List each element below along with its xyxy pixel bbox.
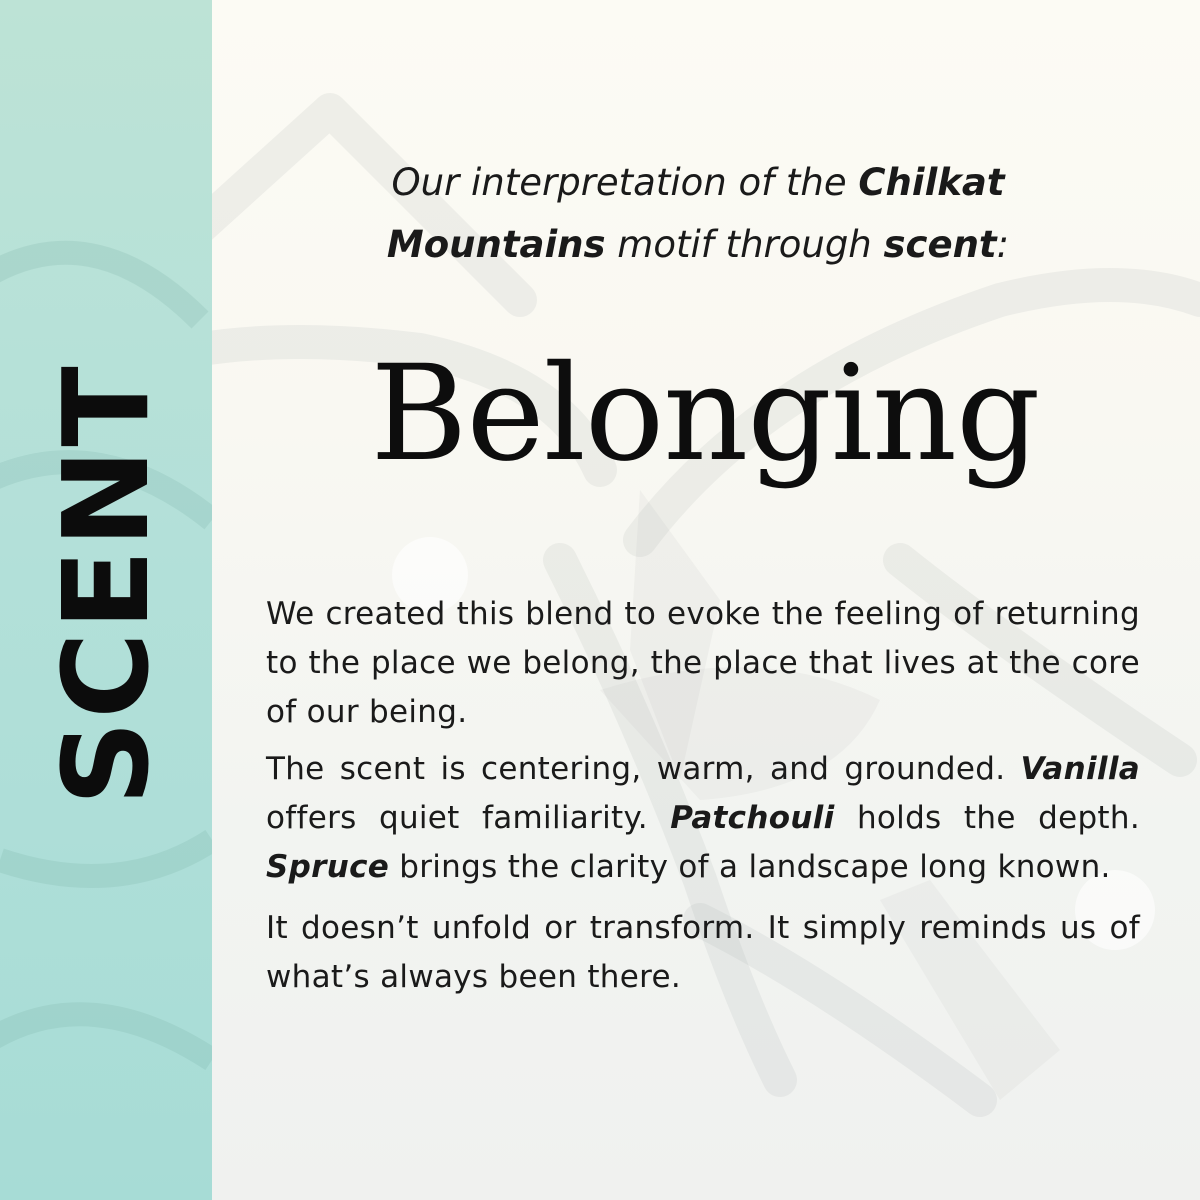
paragraph-2-text-2: offers quiet familiarity. (266, 800, 671, 836)
paragraph-1: We created this blend to evoke the feeling of returning to the place we belong, the place that lives at the core of our being. (266, 596, 1140, 730)
paragraph-2-text-3: holds the depth. (834, 800, 1140, 836)
intro-text-3: : (996, 223, 1010, 266)
page-title: Belonging (370, 337, 1040, 491)
note-spruce: Spruce (266, 849, 390, 885)
scent-word: scent (883, 223, 997, 266)
description (266, 590, 1140, 1002)
paragraph-3: It doesn’t unfold or transform. It simply reminds us of what’s always been there. (266, 910, 1140, 995)
intro-text-2: motif through (605, 223, 884, 266)
paragraph-2-text-4: brings the clarity of a landscape long known. (389, 849, 1111, 885)
sidebar (0, 0, 212, 1200)
intro-text-1: Our interpretation of the (391, 161, 859, 204)
paragraph-2-text-1: The scent is centering, warm, and grounded. (266, 751, 1021, 787)
motif-name: Chilkat Mountains (386, 161, 1005, 266)
note-vanilla: Vanilla (1020, 751, 1140, 787)
section-label: SCENT (37, 364, 175, 806)
paragraph-2 (266, 745, 1140, 892)
note-patchouli: Patchouli (670, 800, 835, 836)
intro-text (300, 152, 1096, 276)
